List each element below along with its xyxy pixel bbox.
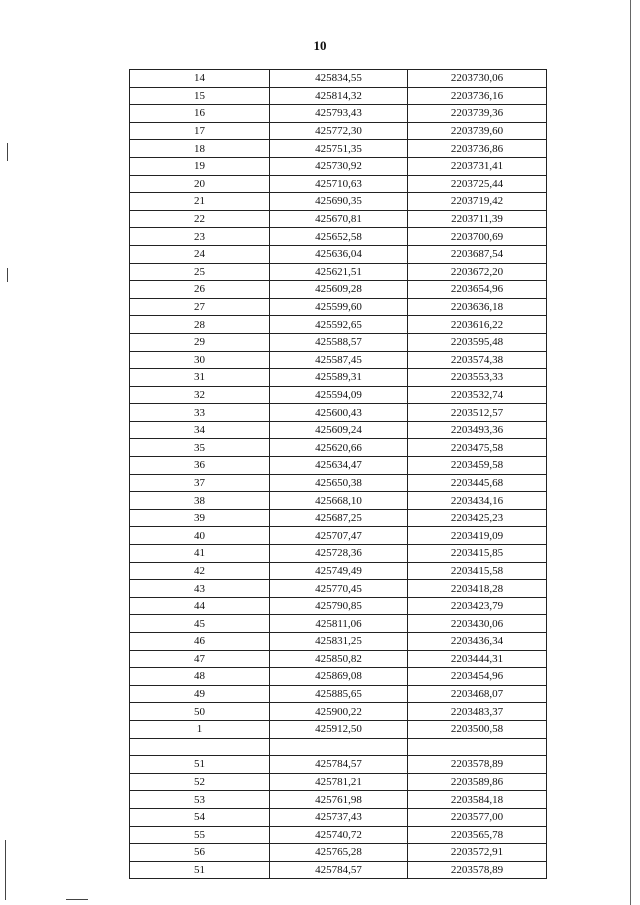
- coordinates-table-body: [130, 70, 547, 879]
- point-number-cell: [130, 738, 270, 756]
- table-row: [130, 703, 547, 721]
- scan-edge-mark-left-top: [7, 143, 8, 161]
- y-coordinate-cell: 2203739,60: [408, 122, 547, 140]
- y-coordinate-cell: 2203736,16: [408, 87, 547, 105]
- point-number-cell: 41: [130, 545, 270, 563]
- table-row: [130, 492, 547, 510]
- y-coordinate-cell: 2203418,28: [408, 580, 547, 598]
- x-coordinate-cell: 425834,55: [270, 70, 408, 88]
- point-number-cell: 24: [130, 245, 270, 263]
- y-coordinate-cell: 2203730,06: [408, 70, 547, 88]
- table-row: [130, 421, 547, 439]
- x-coordinate-cell: 425620,66: [270, 439, 408, 457]
- y-coordinate-cell: 2203572,91: [408, 844, 547, 862]
- x-coordinate-cell: 425831,25: [270, 633, 408, 651]
- x-coordinate-cell: 425765,28: [270, 844, 408, 862]
- point-number-cell: 52: [130, 773, 270, 791]
- x-coordinate-cell: 425621,51: [270, 263, 408, 281]
- x-coordinate-cell: 425588,57: [270, 333, 408, 351]
- x-coordinate-cell: 425652,58: [270, 228, 408, 246]
- point-number-cell: 31: [130, 369, 270, 387]
- y-coordinate-cell: 2203654,96: [408, 281, 547, 299]
- page-number: 10: [313, 38, 327, 53]
- x-coordinate-cell: 425793,43: [270, 105, 408, 123]
- point-number-cell: 46: [130, 633, 270, 651]
- table-row: [130, 527, 547, 545]
- table-row: [130, 210, 547, 228]
- x-coordinate-cell: 425900,22: [270, 703, 408, 721]
- y-coordinate-cell: 2203719,42: [408, 193, 547, 211]
- x-coordinate-cell: 425885,65: [270, 685, 408, 703]
- point-number-cell: 23: [130, 228, 270, 246]
- x-coordinate-cell: 425814,32: [270, 87, 408, 105]
- x-coordinate-cell: 425650,38: [270, 474, 408, 492]
- point-number-cell: 35: [130, 439, 270, 457]
- table-row: [130, 157, 547, 175]
- table-row: [130, 122, 547, 140]
- point-number-cell: 17: [130, 122, 270, 140]
- y-coordinate-cell: 2203493,36: [408, 421, 547, 439]
- y-coordinate-cell: 2203672,20: [408, 263, 547, 281]
- table-row: [130, 844, 547, 862]
- x-coordinate-cell: 425594,09: [270, 386, 408, 404]
- point-number-cell: 30: [130, 351, 270, 369]
- point-number-cell: 34: [130, 421, 270, 439]
- x-coordinate-cell: 425850,82: [270, 650, 408, 668]
- table-row: [130, 615, 547, 633]
- table-row: [130, 263, 547, 281]
- x-coordinate-cell: [270, 738, 408, 756]
- point-number-cell: 51: [130, 861, 270, 879]
- y-coordinate-cell: 2203700,69: [408, 228, 547, 246]
- x-coordinate-cell: 425634,47: [270, 457, 408, 475]
- point-number-cell: 16: [130, 105, 270, 123]
- table-row: [130, 668, 547, 686]
- scan-edge-mark-bottom: [66, 899, 88, 900]
- x-coordinate-cell: 425609,24: [270, 421, 408, 439]
- y-coordinate-cell: 2203577,00: [408, 808, 547, 826]
- x-coordinate-cell: 425609,28: [270, 281, 408, 299]
- table-row: [130, 87, 547, 105]
- table-row: [130, 756, 547, 774]
- scan-edge-mark-right: [630, 0, 631, 905]
- table-row: [130, 808, 547, 826]
- table-row: [130, 474, 547, 492]
- point-number-cell: 20: [130, 175, 270, 193]
- point-number-cell: 48: [130, 668, 270, 686]
- point-number-cell: 42: [130, 562, 270, 580]
- y-coordinate-cell: 2203500,58: [408, 720, 547, 738]
- point-number-cell: 19: [130, 157, 270, 175]
- table-row: [130, 720, 547, 738]
- table-row: [130, 580, 547, 598]
- point-number-cell: 53: [130, 791, 270, 809]
- y-coordinate-cell: 2203553,33: [408, 369, 547, 387]
- table-row: [130, 562, 547, 580]
- x-coordinate-cell: 425587,45: [270, 351, 408, 369]
- point-number-cell: 36: [130, 457, 270, 475]
- table-row: [130, 633, 547, 651]
- table-row: [130, 105, 547, 123]
- point-number-cell: 14: [130, 70, 270, 88]
- coordinates-table: [129, 69, 547, 879]
- x-coordinate-cell: 425589,31: [270, 369, 408, 387]
- y-coordinate-cell: [408, 738, 547, 756]
- y-coordinate-cell: 2203454,96: [408, 668, 547, 686]
- table-row: [130, 861, 547, 879]
- table-row: [130, 773, 547, 791]
- x-coordinate-cell: 425710,63: [270, 175, 408, 193]
- x-coordinate-cell: 425730,92: [270, 157, 408, 175]
- y-coordinate-cell: 2203423,79: [408, 597, 547, 615]
- table-row: [130, 404, 547, 422]
- point-number-cell: 33: [130, 404, 270, 422]
- y-coordinate-cell: 2203415,85: [408, 545, 547, 563]
- x-coordinate-cell: 425781,21: [270, 773, 408, 791]
- y-coordinate-cell: 2203736,86: [408, 140, 547, 158]
- x-coordinate-cell: 425761,98: [270, 791, 408, 809]
- x-coordinate-cell: 425749,49: [270, 562, 408, 580]
- table-row: [130, 70, 547, 88]
- table-row: [130, 245, 547, 263]
- table-row: [130, 457, 547, 475]
- table-row: [130, 369, 547, 387]
- point-number-cell: 1: [130, 720, 270, 738]
- y-coordinate-cell: 2203584,18: [408, 791, 547, 809]
- table-row: [130, 509, 547, 527]
- x-coordinate-cell: 425599,60: [270, 298, 408, 316]
- x-coordinate-cell: 425751,35: [270, 140, 408, 158]
- y-coordinate-cell: 2203595,48: [408, 333, 547, 351]
- x-coordinate-cell: 425600,43: [270, 404, 408, 422]
- y-coordinate-cell: 2203578,89: [408, 861, 547, 879]
- table-row: [130, 193, 547, 211]
- point-number-cell: 51: [130, 756, 270, 774]
- x-coordinate-cell: 425912,50: [270, 720, 408, 738]
- y-coordinate-cell: 2203725,44: [408, 175, 547, 193]
- y-coordinate-cell: 2203711,39: [408, 210, 547, 228]
- table-row: [130, 298, 547, 316]
- table-row: [130, 281, 547, 299]
- table-row: [130, 545, 547, 563]
- y-coordinate-cell: 2203444,31: [408, 650, 547, 668]
- x-coordinate-cell: 425707,47: [270, 527, 408, 545]
- x-coordinate-cell: 425690,35: [270, 193, 408, 211]
- x-coordinate-cell: 425737,43: [270, 808, 408, 826]
- y-coordinate-cell: 2203636,18: [408, 298, 547, 316]
- x-coordinate-cell: 425770,45: [270, 580, 408, 598]
- y-coordinate-cell: 2203687,54: [408, 245, 547, 263]
- table-row: [130, 351, 547, 369]
- scan-edge-mark-left-mid: [7, 268, 8, 282]
- table-row: [130, 386, 547, 404]
- point-number-cell: 37: [130, 474, 270, 492]
- table-row: [130, 316, 547, 334]
- point-number-cell: 43: [130, 580, 270, 598]
- y-coordinate-cell: 2203415,58: [408, 562, 547, 580]
- x-coordinate-cell: 425670,81: [270, 210, 408, 228]
- x-coordinate-cell: 425668,10: [270, 492, 408, 510]
- y-coordinate-cell: 2203430,06: [408, 615, 547, 633]
- point-number-cell: 40: [130, 527, 270, 545]
- x-coordinate-cell: 425687,25: [270, 509, 408, 527]
- table-row: [130, 228, 547, 246]
- y-coordinate-cell: 2203512,57: [408, 404, 547, 422]
- x-coordinate-cell: 425592,65: [270, 316, 408, 334]
- scan-edge-mark-left-bottom: [5, 840, 6, 900]
- point-number-cell: 26: [130, 281, 270, 299]
- point-number-cell: 39: [130, 509, 270, 527]
- point-number-cell: 15: [130, 87, 270, 105]
- point-number-cell: 49: [130, 685, 270, 703]
- table-row: [130, 826, 547, 844]
- table-row: [130, 685, 547, 703]
- point-number-cell: 25: [130, 263, 270, 281]
- y-coordinate-cell: 2203616,22: [408, 316, 547, 334]
- point-number-cell: 32: [130, 386, 270, 404]
- point-number-cell: 50: [130, 703, 270, 721]
- x-coordinate-cell: 425740,72: [270, 826, 408, 844]
- table-row: [130, 439, 547, 457]
- table-row: [130, 333, 547, 351]
- y-coordinate-cell: 2203434,16: [408, 492, 547, 510]
- y-coordinate-cell: 2203532,74: [408, 386, 547, 404]
- y-coordinate-cell: 2203459,58: [408, 457, 547, 475]
- x-coordinate-cell: 425636,04: [270, 245, 408, 263]
- x-coordinate-cell: 425784,57: [270, 861, 408, 879]
- y-coordinate-cell: 2203565,78: [408, 826, 547, 844]
- y-coordinate-cell: 2203589,86: [408, 773, 547, 791]
- table-row: [130, 140, 547, 158]
- y-coordinate-cell: 2203436,34: [408, 633, 547, 651]
- y-coordinate-cell: 2203483,37: [408, 703, 547, 721]
- x-coordinate-cell: 425811,06: [270, 615, 408, 633]
- point-number-cell: 56: [130, 844, 270, 862]
- point-number-cell: 38: [130, 492, 270, 510]
- table-row: [130, 175, 547, 193]
- table-row: [130, 597, 547, 615]
- table-row: [130, 791, 547, 809]
- x-coordinate-cell: 425869,08: [270, 668, 408, 686]
- point-number-cell: 28: [130, 316, 270, 334]
- point-number-cell: 55: [130, 826, 270, 844]
- table-row: [130, 738, 547, 756]
- y-coordinate-cell: 2203445,68: [408, 474, 547, 492]
- point-number-cell: 45: [130, 615, 270, 633]
- y-coordinate-cell: 2203468,07: [408, 685, 547, 703]
- y-coordinate-cell: 2203574,38: [408, 351, 547, 369]
- y-coordinate-cell: 2203419,09: [408, 527, 547, 545]
- point-number-cell: 27: [130, 298, 270, 316]
- x-coordinate-cell: 425784,57: [270, 756, 408, 774]
- point-number-cell: 18: [130, 140, 270, 158]
- point-number-cell: 22: [130, 210, 270, 228]
- x-coordinate-cell: 425790,85: [270, 597, 408, 615]
- y-coordinate-cell: 2203578,89: [408, 756, 547, 774]
- x-coordinate-cell: 425772,30: [270, 122, 408, 140]
- point-number-cell: 54: [130, 808, 270, 826]
- point-number-cell: 44: [130, 597, 270, 615]
- x-coordinate-cell: 425728,36: [270, 545, 408, 563]
- y-coordinate-cell: 2203475,58: [408, 439, 547, 457]
- y-coordinate-cell: 2203425,23: [408, 509, 547, 527]
- y-coordinate-cell: 2203739,36: [408, 105, 547, 123]
- point-number-cell: 29: [130, 333, 270, 351]
- y-coordinate-cell: 2203731,41: [408, 157, 547, 175]
- point-number-cell: 21: [130, 193, 270, 211]
- point-number-cell: 47: [130, 650, 270, 668]
- table-row: [130, 650, 547, 668]
